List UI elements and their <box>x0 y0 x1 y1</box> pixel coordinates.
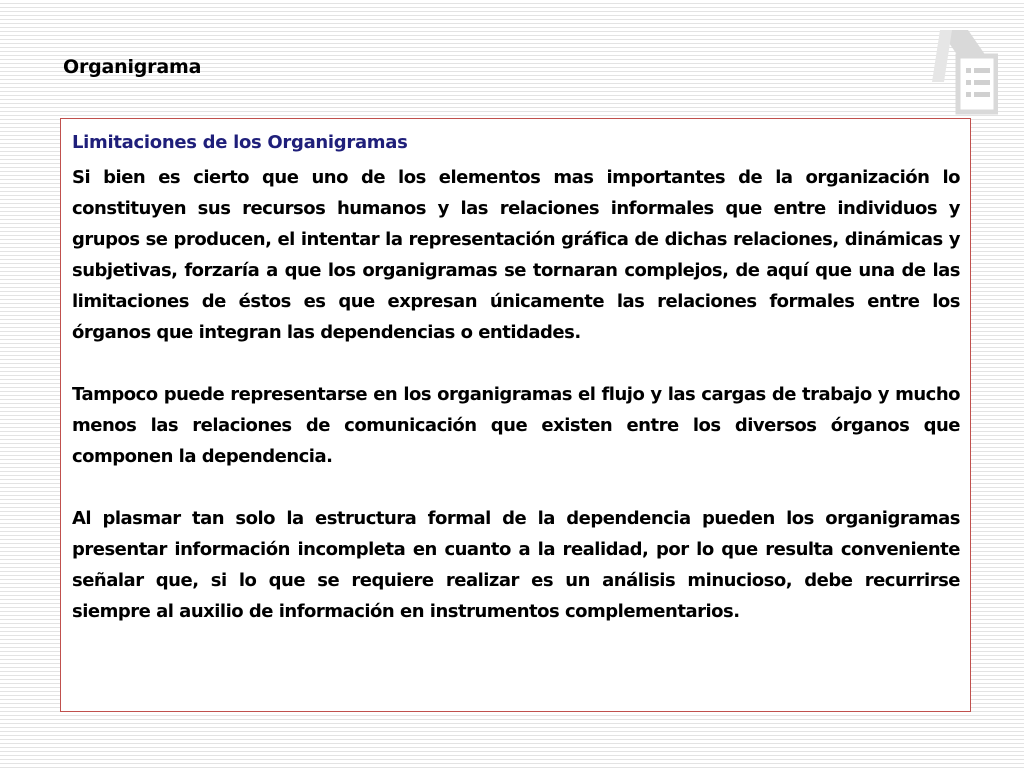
slide-title: Organigrama <box>63 56 202 78</box>
section-heading: Limitaciones de los Organigramas <box>72 132 408 153</box>
paragraph-workflow: Tampoco puede representarse en los organigramas el flujo y las cargas de trabajo y mucho menos las relaciones de comunicación que existen entre los diversos órganos que componen la dependencia. <box>72 384 960 467</box>
document-list-logo-icon <box>928 26 998 118</box>
paragraph-human-resources: Si bien es cierto que uno de los elementos mas importantes de la organización lo constituyen sus recursos humanos y las relaciones informales que entre individuos y grupos se producen, el intentar la representación gráfica de dichas relaciones, dinámicas y subjetivas, forzaría a que los organigramas se tornaran complejos, de aquí que una de las limitaciones de éstos es que expresan únicamente las relaciones formales entre los órganos que integran las dependencias o entidades. <box>72 167 960 343</box>
paragraph-formal-structure: Al plasmar tan solo la estructura formal de la dependencia pueden los organigramas presentar información incompleta en cuanto a la realidad, por lo que resulta conveniente señalar que, si lo que se requiere realizar es un análisis minucioso, debe recurrirse siempre al auxilio de información en instrumentos complementarios. <box>72 508 960 622</box>
content-box <box>60 118 971 712</box>
